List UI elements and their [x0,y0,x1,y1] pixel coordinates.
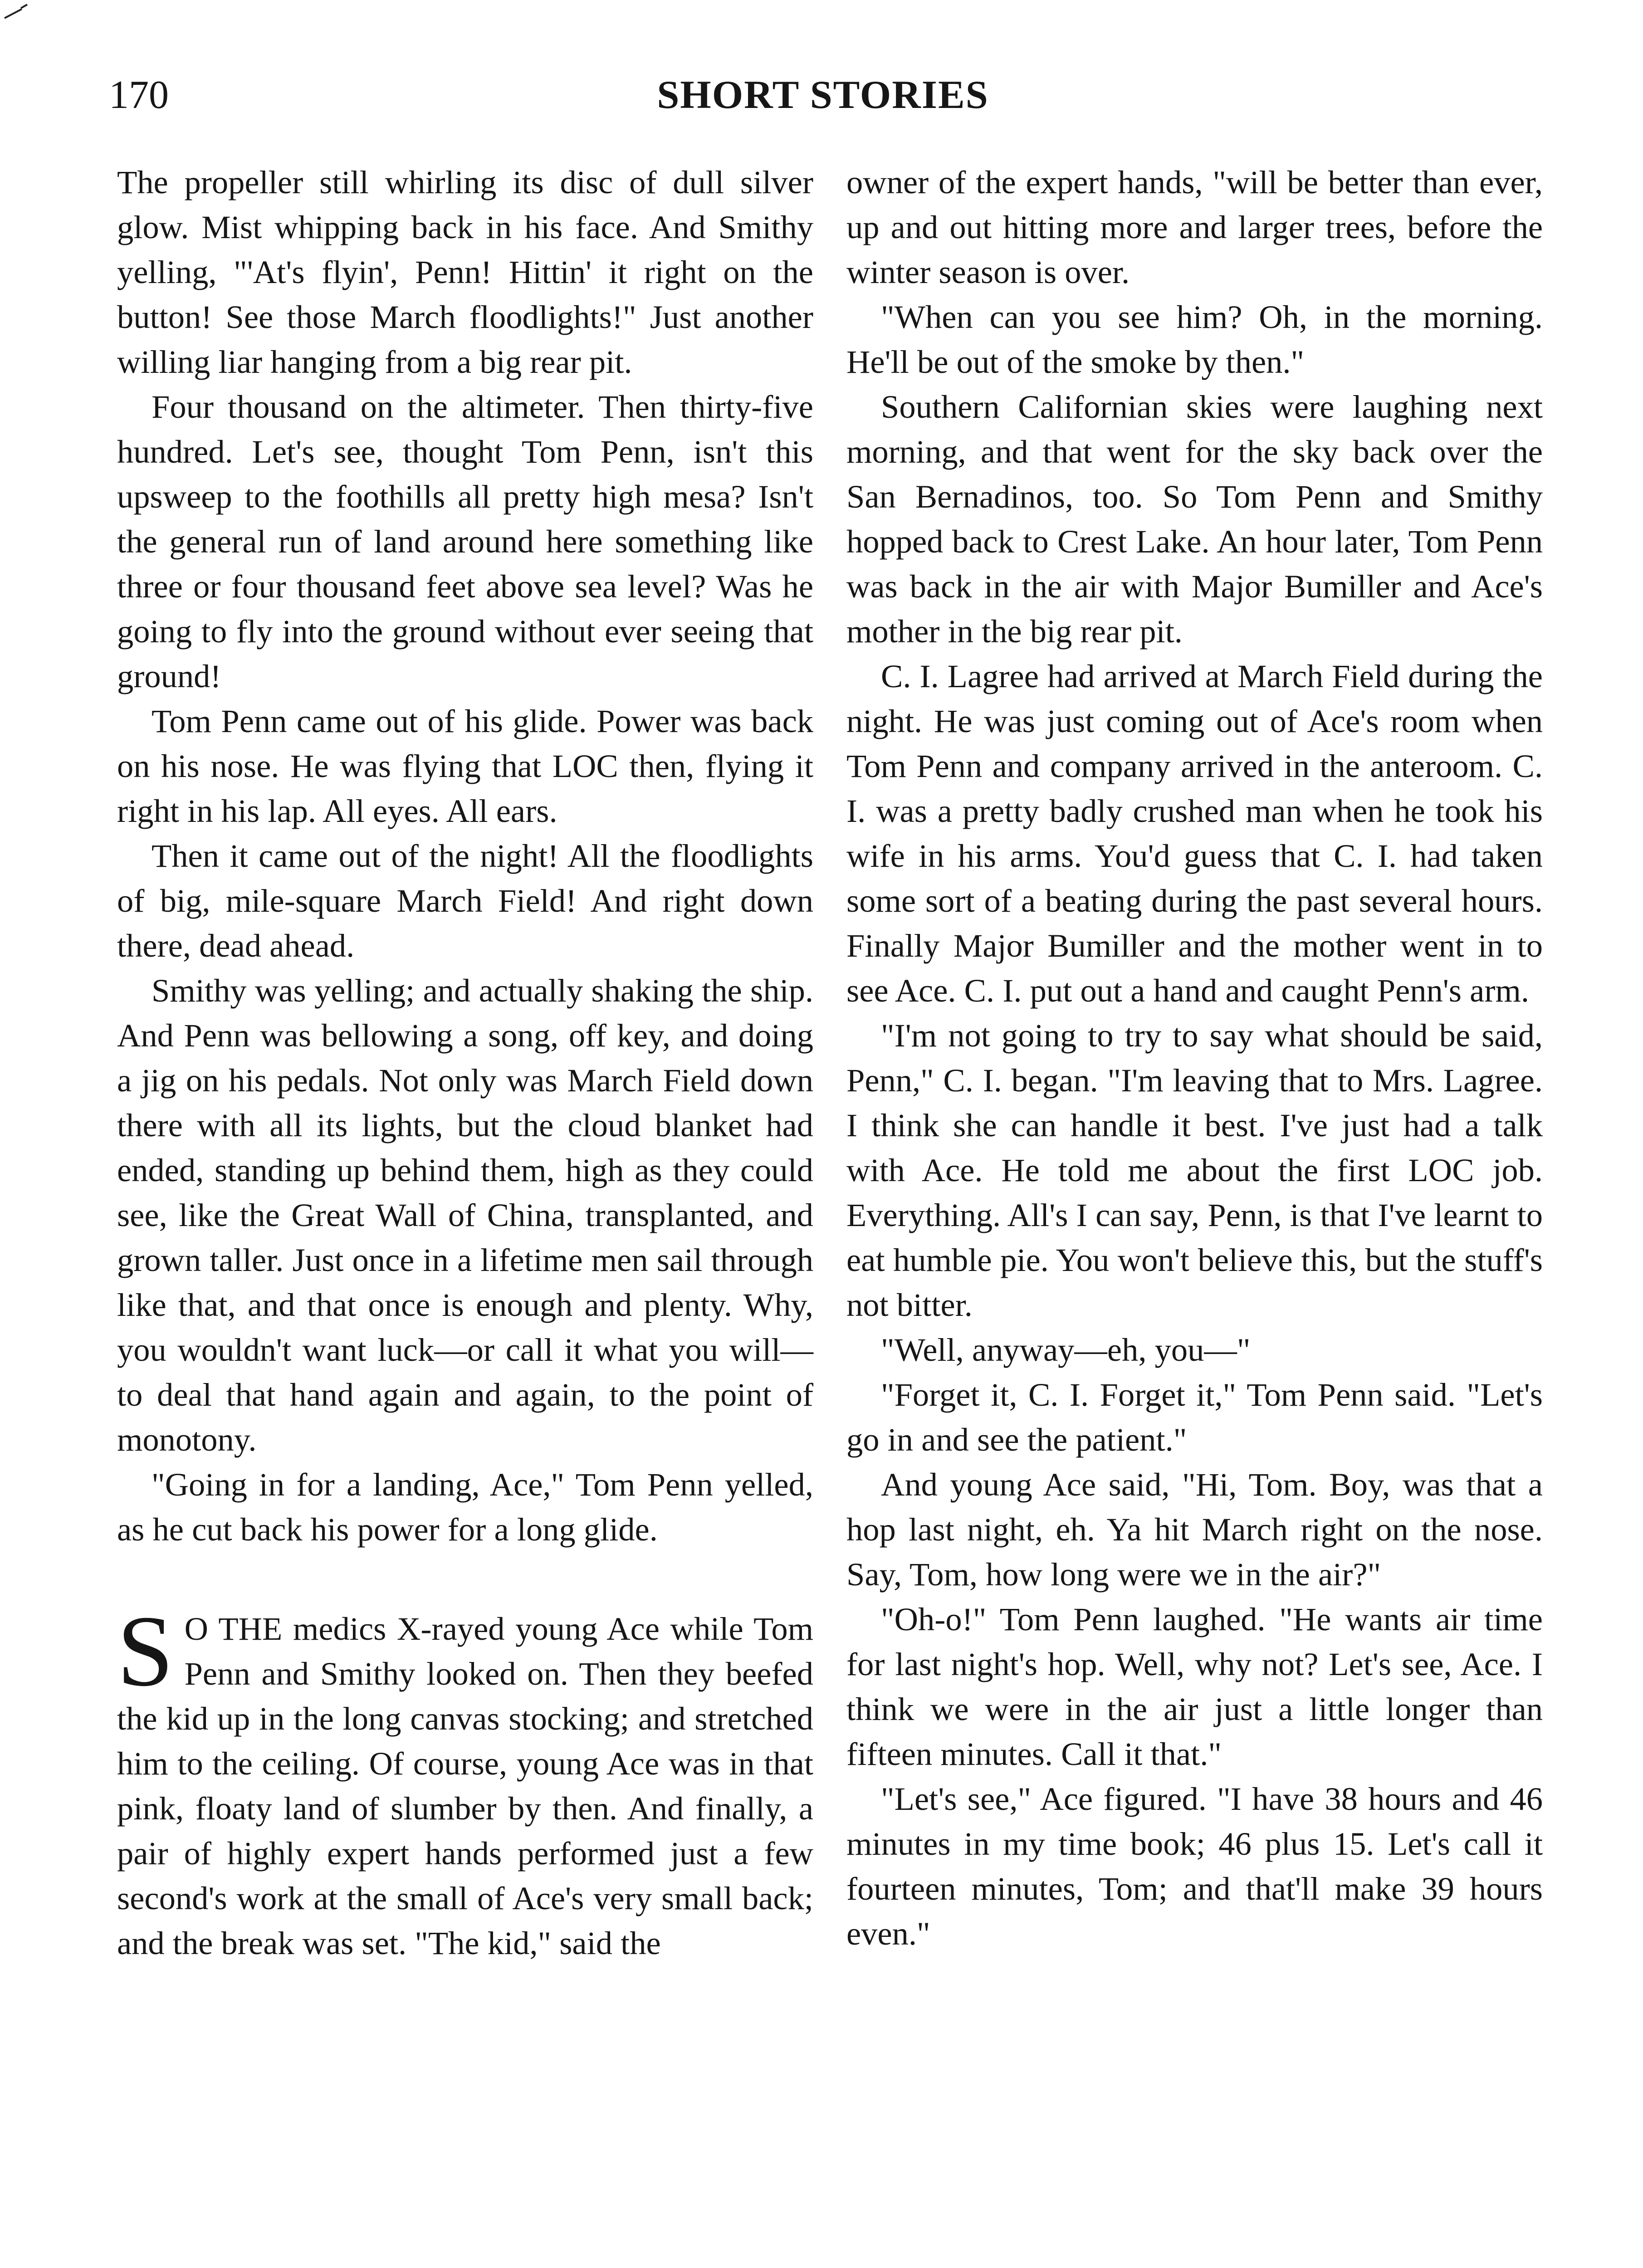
scan-mark [4,2,31,20]
paragraph: Smithy was yelling; and actually shaking the ship. And Penn was bellowing a song, off key, and doing a jig on his pedals. Not only was March Field down there with all its lights, but the cloud blanket had ended, standing up behind them, high as they could see, like the Great Wall of China, transplanted, and grown taller. Just once in a lifetime men sail through like that, and that once is enough and plenty. Why, you wouldn't want luck—or call it what you will—to deal that hand again and again, to the point of monotony. [117,972,813,1458]
drop-cap-paragraph [117,1595,813,1965]
paragraph: "Let's see," Ace figured. "I have 38 hours and 46 minutes in my time book; 46 plus 15. Let's call it fourteen minutes, Tom; and that'll make 39 hours even." [846,1780,1543,1952]
paragraph: "Oh-o!" Tom Penn laughed. "He wants air time for last night's hop. Well, why not? Let's see, Ace. I think we were in the air just a little longer than fifteen minutes. Call it that." [846,1601,1543,1772]
paragraph: The propeller still whirling its disc of dull silver glow. Mist whipping back in his face. And Smithy yelling, "'At's flyin', Penn! Hittin' it right on the button! See those March floodlights!" Just another willing liar hanging from a big rear pit. [117,164,813,380]
paragraph: owner of the expert hands, "will be better than ever, up and out hitting more and larger trees, before the winter season is over. [846,164,1543,290]
right-column [846,160,1543,1956]
page-number: 170 [109,73,169,117]
page-header [109,68,1537,132]
paragraph: Southern Californian skies were laughing next morning, and that went for the sky back over the San Bernadinos, too. So Tom Penn and Smithy hopped back to Crest Lake. An hour later, Tom Penn was back in the air with Major Bumiller and Ace's mother in the big rear pit. [846,388,1543,650]
running-head: SHORT STORIES [657,73,989,117]
drop-cap-paragraph-text: O THE medics X-rayed young Ace while Tom Penn and Smithy looked on. Then they beefed the kid up in the long canvas stocking; and stretched him to the ceiling. Of course, young Ace was in that pink, floaty land of slumber by then. And finally, a pair of highly expert hands performed just a few second's work at the small of Ace's very small back; and the break was set. "The kid," said the [117,1610,813,1961]
paragraph: Four thousand on the altimeter. Then thirty-five hundred. Let's see, thought Tom Penn, isn't this upsweep to the foothills all pretty high mesa? Isn't the general run of land around here something like three or four thousand feet above sea level? Was he going to fly into the ground without ever seeing that ground! [117,388,813,694]
paragraph: "Well, anyway—eh, you—" [881,1331,1251,1368]
paragraph: "When can you see him? Oh, in the morning. He'll be out of the smoke by then." [846,298,1543,380]
left-column [117,160,813,1965]
drop-cap: S [117,1595,174,1707]
paragraph: And young Ace said, "Hi, Tom. Boy, was that a hop last night, eh. Ya hit March right on the nose. Say, Tom, how long were we in the air?" [846,1466,1543,1593]
paragraph: Tom Penn came out of his glide. Power was back on his nose. He was flying that LOC then, flying it right in his lap. All eyes. All ears. [117,703,813,829]
paragraph: Then it came out of the night! All the floodlights of big, mile-square March Field! And right down there, dead ahead. [117,837,813,964]
paragraph: "Forget it, C. I. Forget it," Tom Penn said. "Let's go in and see the patient." [846,1376,1543,1458]
paragraph: "Going in for a landing, Ace," Tom Penn yelled, as he cut back his power for a long glide. [117,1466,813,1548]
paragraph: C. I. Lagree had arrived at March Field during the night. He was just coming out of Ace's room when Tom Penn and company arrived in the anteroom. C. I. was a pretty badly crushed man when he took his wife in his arms. You'd guess that C. I. had taken some sort of a beating during the past several hours. Finally Major Bumiller and the mother went in to see Ace. C. I. put out a hand and caught Penn's arm. [846,658,1543,1009]
paragraph: "I'm not going to try to say what should be said, Penn," C. I. began. "I'm leaving that to Mrs. Lagree. I think she can handle it best. I've just had a talk with Ace. He told me about the first LOC job. Everything. All's I can say, Penn, is that I've learnt to eat humble pie. You won't believe this, but the stuff's not bitter. [846,1017,1543,1323]
